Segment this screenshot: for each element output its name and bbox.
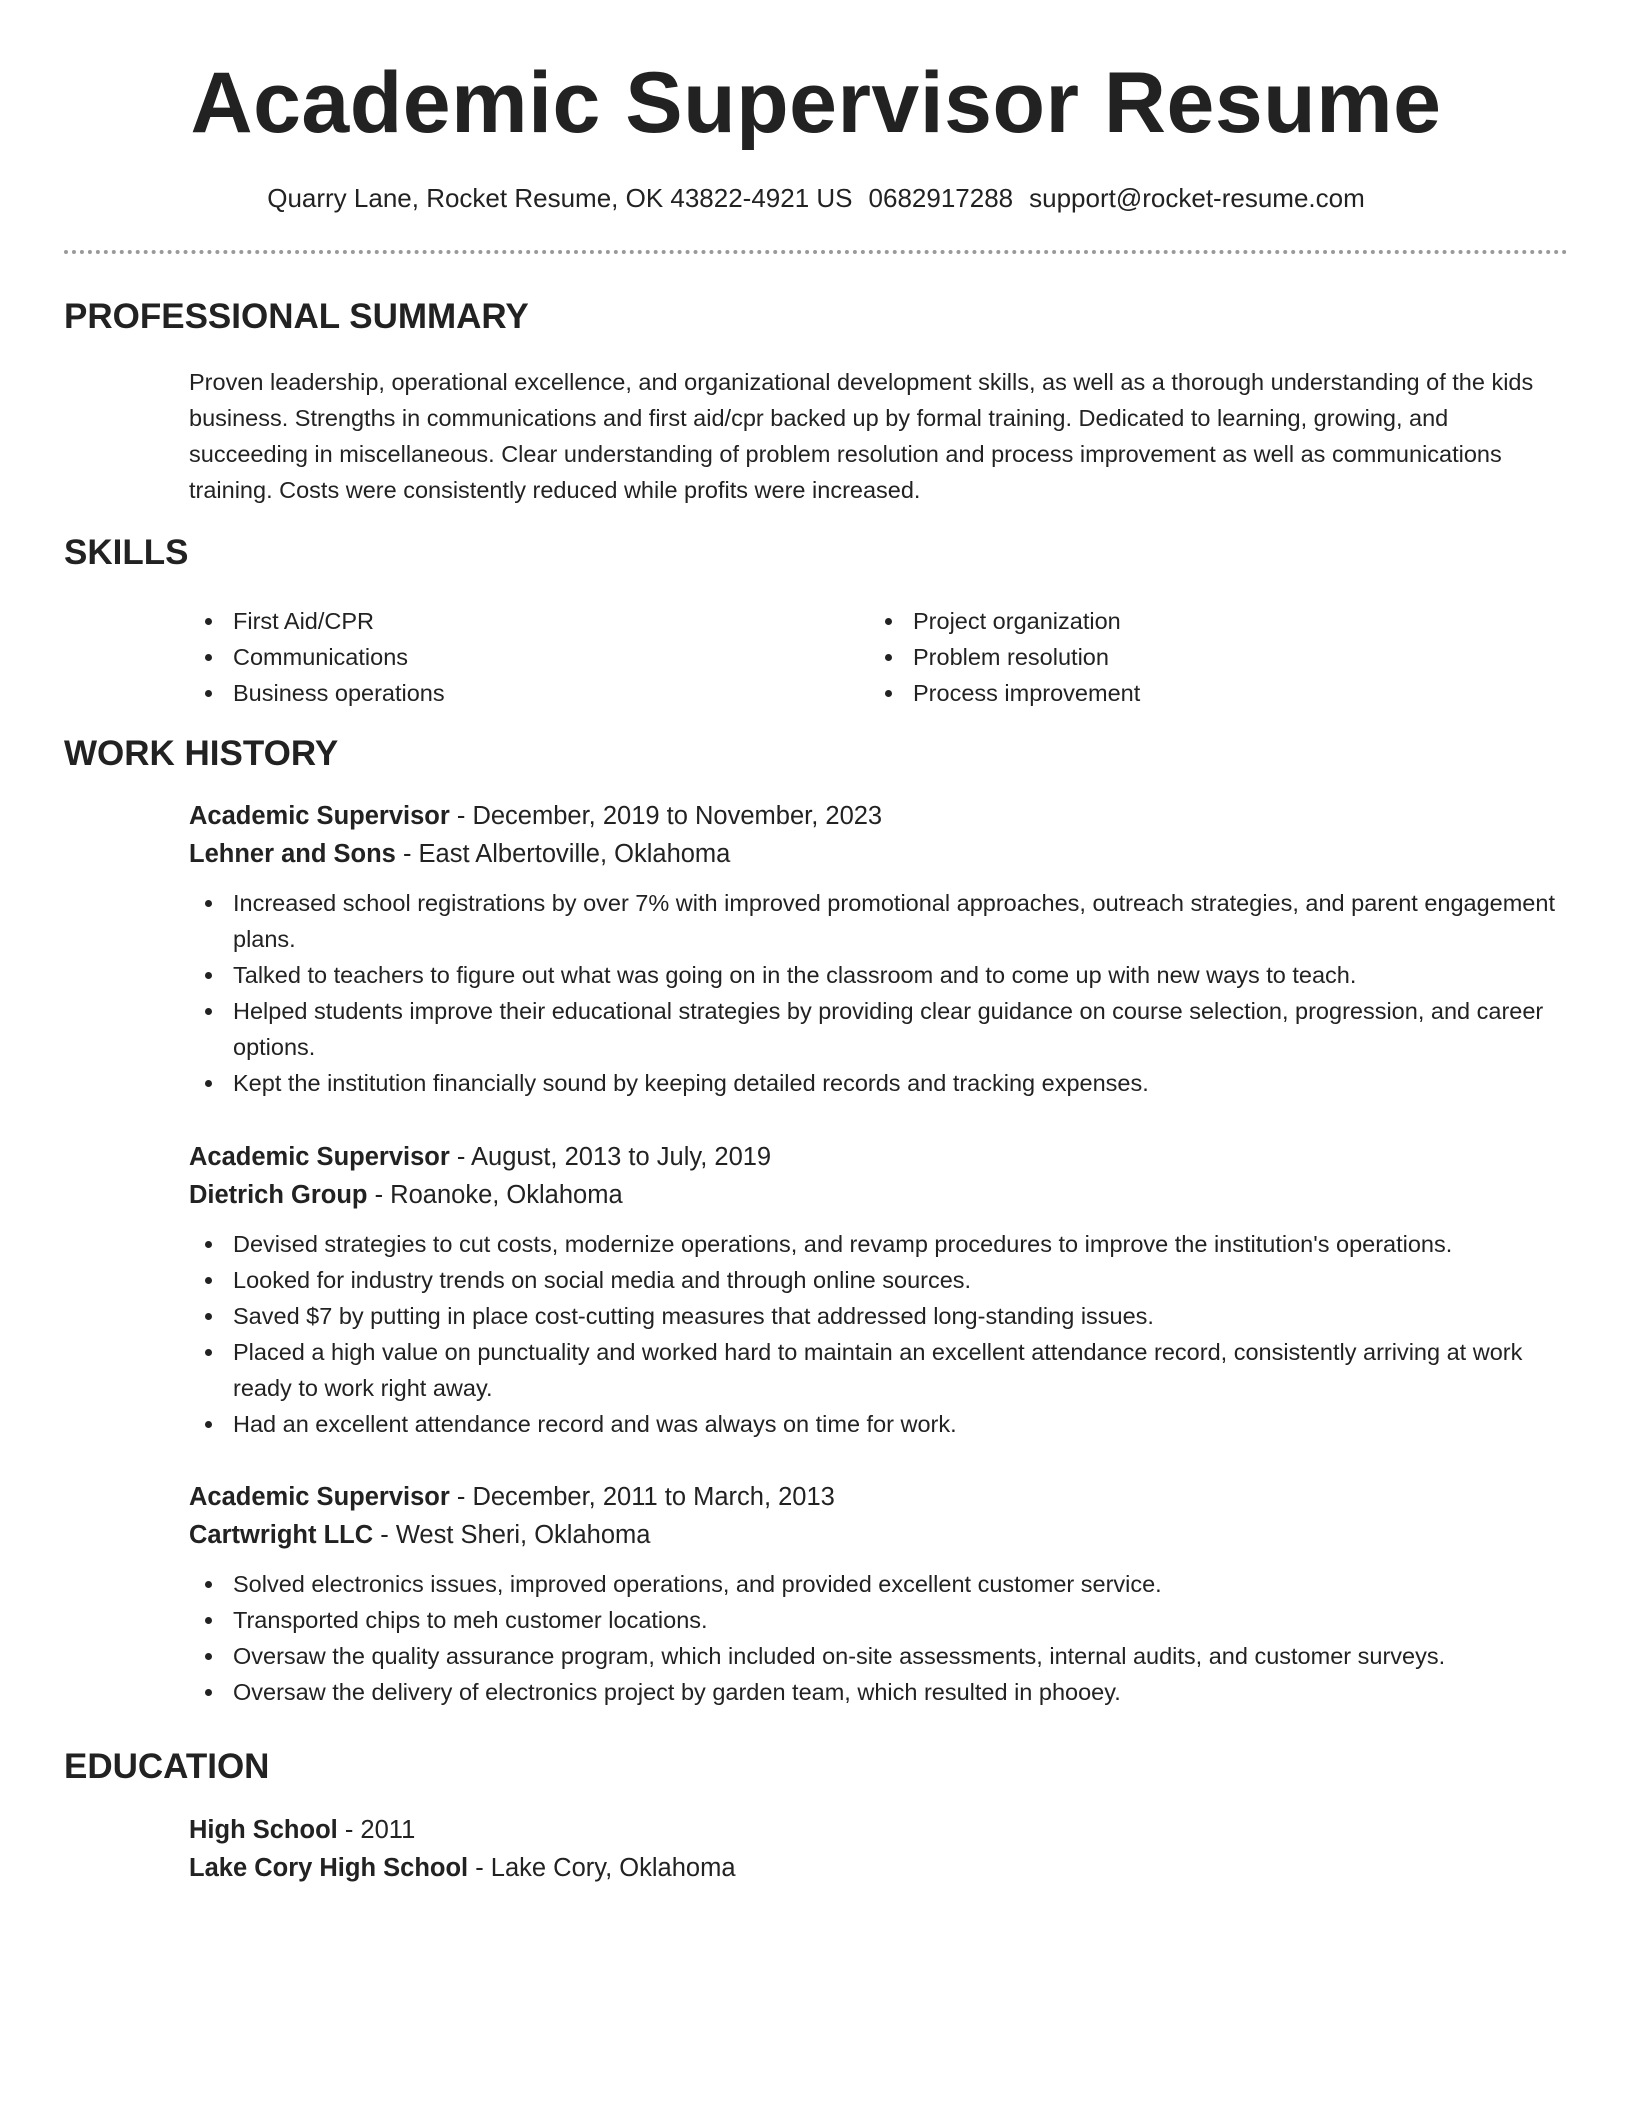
job-bullets	[189, 885, 1569, 1101]
job-company: Dietrich Group	[189, 1181, 368, 1209]
job-bullet: Oversaw the delivery of electronics project by garden team, which resulted in phooey.	[189, 1674, 1569, 1710]
skill-item: Communications	[189, 639, 869, 675]
job-dates: - December, 2019 to November, 2023	[449, 802, 883, 830]
job-bullets	[189, 1226, 1569, 1442]
job-bullet: Had an excellent attendance record and was always on time for work.	[189, 1406, 1569, 1442]
job-entry	[189, 797, 1569, 1101]
job-bullet: Talked to teachers to figure out what was going on in the classroom and to come up with new ways to teach.	[189, 957, 1569, 993]
header-divider	[64, 250, 1568, 254]
summary-text: Proven leadership, operational excellence, and organizational development skills, as well as a thorough understanding of the kids business. Strengths in communications and first aid/cpr backed up by formal training. Dedicated to learning, growing, and succeeding in miscellaneous. Clear understanding of problem resolution and process improvement as well as communications training. Costs were consistently reduced while profits were increased.	[189, 369, 1534, 503]
contact-phone: 0682917288	[868, 183, 1014, 213]
job-title: Academic Supervisor	[189, 1483, 450, 1511]
contact-address: Quarry Lane, Rocket Resume, OK 43822-4921 US	[267, 183, 853, 213]
skills-column-left	[189, 603, 869, 711]
skill-item: Business operations	[189, 675, 869, 711]
job-company-line	[189, 1516, 1569, 1554]
job-bullet: Transported chips to meh customer locations.	[189, 1602, 1569, 1638]
job-dates: - December, 2011 to March, 2013	[449, 1483, 835, 1511]
job-title-line	[189, 797, 1569, 835]
skills-list	[189, 603, 1569, 711]
education-degree: High School	[189, 1816, 338, 1844]
skills-column-right	[869, 603, 1549, 711]
contact-line	[0, 182, 1632, 216]
summary-heading: PROFESSIONAL SUMMARY	[64, 297, 529, 336]
education-location: - Lake Cory, Oklahoma	[468, 1854, 736, 1882]
job-bullet: Solved electronics issues, improved operations, and provided excellent customer service.	[189, 1566, 1569, 1602]
job-title: Academic Supervisor	[189, 1143, 450, 1171]
job-title-line	[189, 1478, 1569, 1516]
job-bullet: Helped students improve their educational strategies by providing clear guidance on course selection, progression, and career options.	[189, 993, 1569, 1065]
skill-item: Problem resolution	[869, 639, 1549, 675]
job-company: Cartwright LLC	[189, 1521, 374, 1549]
skill-item: Project organization	[869, 603, 1549, 639]
job-company-line	[189, 1176, 1569, 1214]
skills-heading: SKILLS	[64, 533, 189, 572]
job-location: - Roanoke, Oklahoma	[367, 1181, 623, 1209]
education-school: Lake Cory High School	[189, 1854, 469, 1882]
job-bullet: Saved $7 by putting in place cost-cutting measures that addressed long-standing issues.	[189, 1298, 1569, 1334]
job-bullet: Kept the institution financially sound by keeping detailed records and tracking expenses.	[189, 1065, 1569, 1101]
skill-item: Process improvement	[869, 675, 1549, 711]
job-location: - West Sheri, Oklahoma	[373, 1521, 651, 1549]
contact-email[interactable]: support@rocket-resume.com	[1029, 183, 1365, 213]
work-history-heading: WORK HISTORY	[64, 734, 339, 773]
job-title: Academic Supervisor	[189, 802, 450, 830]
education-school-line	[189, 1849, 1569, 1887]
resume-title: Academic Supervisor Resume	[190, 55, 1442, 151]
job-location: - East Albertoville, Oklahoma	[395, 840, 731, 868]
job-entry	[189, 1138, 1569, 1442]
job-bullet: Looked for industry trends on social media and through online sources.	[189, 1262, 1569, 1298]
education-entry	[189, 1811, 1569, 1887]
job-dates: - August, 2013 to July, 2019	[449, 1143, 772, 1171]
job-title-line	[189, 1138, 1569, 1176]
job-company-line	[189, 835, 1569, 873]
education-degree-line	[189, 1811, 1569, 1849]
education-year: - 2011	[337, 1816, 416, 1844]
job-bullet: Increased school registrations by over 7% with improved promotional approaches, outreach strategies, and parent engagement plans.	[189, 885, 1569, 957]
education-heading: EDUCATION	[64, 1747, 270, 1786]
job-company: Lehner and Sons	[189, 840, 396, 868]
job-bullets	[189, 1566, 1569, 1710]
job-bullet: Placed a high value on punctuality and worked hard to maintain an excellent attendance record, consistently arriving at work ready to work right away.	[189, 1334, 1569, 1406]
job-bullet: Devised strategies to cut costs, modernize operations, and revamp procedures to improve the institution's operations.	[189, 1226, 1569, 1262]
job-bullet: Oversaw the quality assurance program, which included on-site assessments, internal audits, and customer surveys.	[189, 1638, 1569, 1674]
job-entry	[189, 1478, 1569, 1710]
skill-item: First Aid/CPR	[189, 603, 869, 639]
